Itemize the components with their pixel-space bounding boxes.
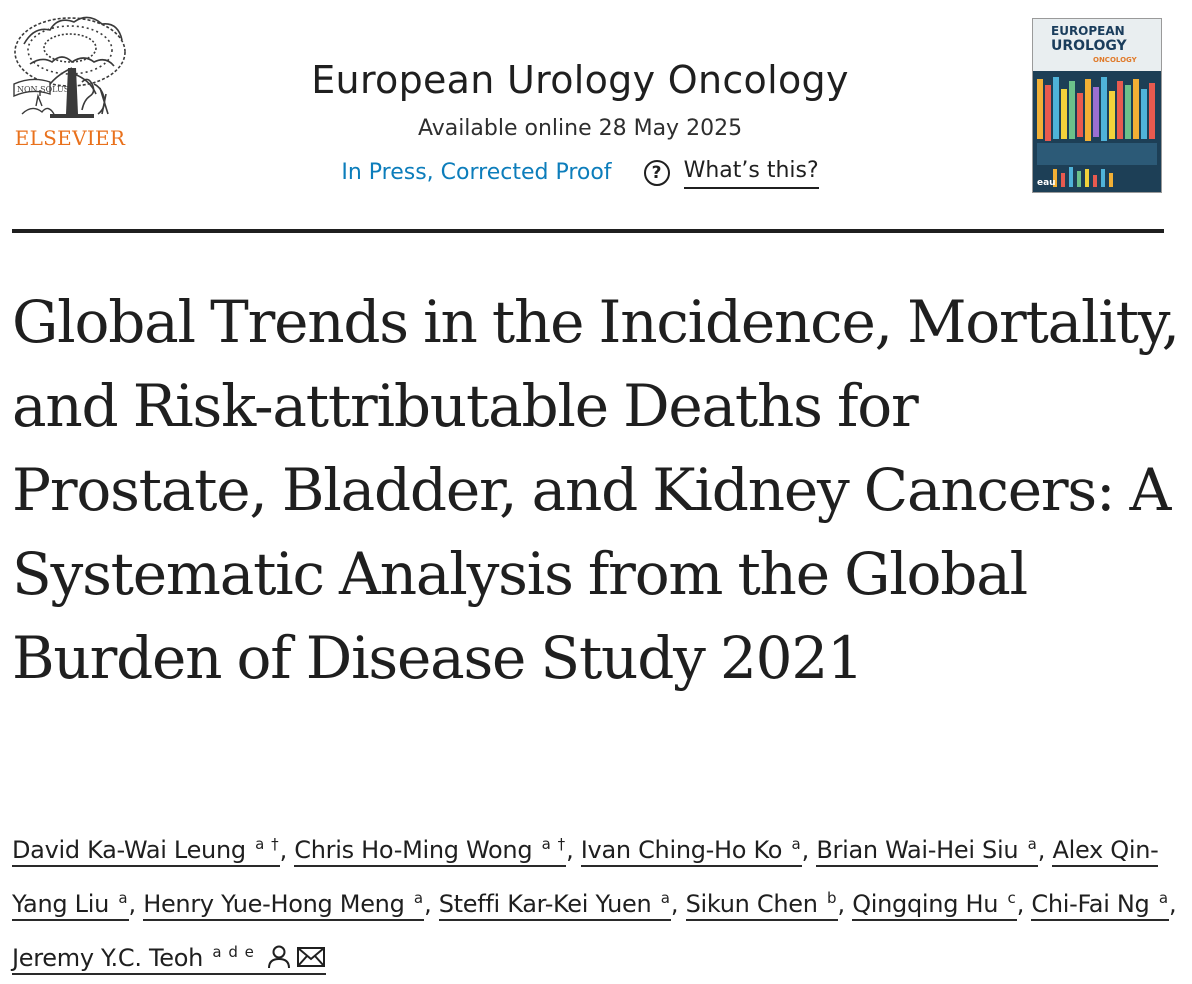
author-separator: , bbox=[1016, 890, 1032, 918]
author-link[interactable] bbox=[294, 836, 566, 867]
author-separator: , bbox=[801, 836, 817, 864]
journal-header bbox=[190, 54, 970, 189]
cover-line-1: EUROPEAN bbox=[1051, 24, 1125, 38]
author-link[interactable] bbox=[816, 836, 1037, 867]
author-link[interactable] bbox=[686, 890, 838, 921]
available-online-date: Available online 28 May 2025 bbox=[417, 116, 743, 141]
in-press-link[interactable]: In Press, Corrected Proof bbox=[341, 159, 612, 185]
author-name: Qingqing Hu bbox=[852, 890, 999, 918]
author-list bbox=[12, 820, 1182, 982]
person-icon bbox=[266, 944, 292, 970]
envelope-icon bbox=[296, 944, 326, 970]
journal-title-link[interactable]: European Urology Oncology bbox=[311, 58, 849, 102]
tree-logo-icon bbox=[10, 14, 130, 122]
question-mark-icon[interactable]: ? bbox=[644, 160, 670, 186]
author-name: Henry Yue-Hong Meng bbox=[143, 890, 405, 918]
author-link[interactable] bbox=[1031, 890, 1169, 921]
author-separator: , bbox=[1037, 836, 1053, 864]
whats-this-link[interactable]: What’s this? bbox=[684, 156, 819, 189]
affiliation-marker: a bbox=[413, 889, 425, 907]
affiliation-marker: a † bbox=[255, 835, 280, 853]
author-separator: , bbox=[566, 836, 581, 864]
article-title: Global Trends in the Incidence, Mortality, and Risk-attributable Deaths for Prostate, Bladder, and Kidney Cancers: A Systematic Analysis from the Global Burden of Disease Study 2021 bbox=[12, 288, 1179, 692]
author-link[interactable] bbox=[581, 836, 802, 867]
author-link[interactable] bbox=[439, 890, 671, 921]
affiliation-marker: a bbox=[791, 835, 802, 853]
author-separator: , bbox=[837, 890, 853, 918]
author-name: Ivan Ching-Ho Ko bbox=[580, 836, 783, 864]
affiliation-marker: a bbox=[1158, 889, 1170, 907]
author-separator: , bbox=[279, 836, 295, 864]
elsevier-wordmark: ELSEVIER bbox=[14, 126, 126, 150]
journal-cover-graphic bbox=[1033, 19, 1161, 192]
author-name: Steffi Kar-Kei Yuen bbox=[438, 890, 652, 918]
author-link[interactable] bbox=[12, 944, 326, 975]
author-name: Jeremy Y.C. Teoh bbox=[12, 944, 204, 972]
author-separator: , bbox=[424, 890, 439, 918]
author-name: Sikun Chen bbox=[685, 890, 818, 918]
author-name: David Ka-Wai Leung bbox=[12, 836, 246, 864]
author-name: Brian Wai-Hei Siu bbox=[816, 836, 1019, 864]
affiliation-marker: a bbox=[118, 889, 129, 907]
author-name: Chi-Fai Ng bbox=[1031, 890, 1150, 918]
cover-line-2: UROLOGY bbox=[1051, 38, 1127, 54]
affiliation-marker: a bbox=[1027, 835, 1038, 853]
elsevier-logo[interactable] bbox=[10, 14, 130, 150]
author-link[interactable] bbox=[852, 890, 1017, 921]
author-separator: , bbox=[1169, 890, 1177, 918]
affiliation-marker: a † bbox=[541, 835, 567, 853]
author-link[interactable] bbox=[12, 836, 280, 867]
author-separator: , bbox=[128, 890, 144, 918]
article-status-row bbox=[190, 156, 970, 189]
affiliation-marker: b bbox=[826, 889, 838, 907]
journal-cover-image[interactable] bbox=[1032, 18, 1162, 193]
author-separator: , bbox=[670, 890, 686, 918]
logo-motto: NON SOLUS bbox=[17, 85, 70, 94]
header-divider bbox=[12, 229, 1164, 233]
author-name: Chris Ho-Ming Wong bbox=[294, 836, 533, 864]
author-link[interactable] bbox=[143, 890, 424, 921]
affiliation-marker: a bbox=[660, 889, 671, 907]
affiliation-marker: a d e bbox=[212, 943, 255, 961]
cover-line-3: ONCOLOGY bbox=[1093, 56, 1137, 64]
affiliation-marker: c bbox=[1007, 889, 1017, 907]
cover-footer-logo: eau bbox=[1037, 178, 1056, 188]
author-name: Alex Qin-Yang Liu bbox=[12, 836, 1159, 918]
